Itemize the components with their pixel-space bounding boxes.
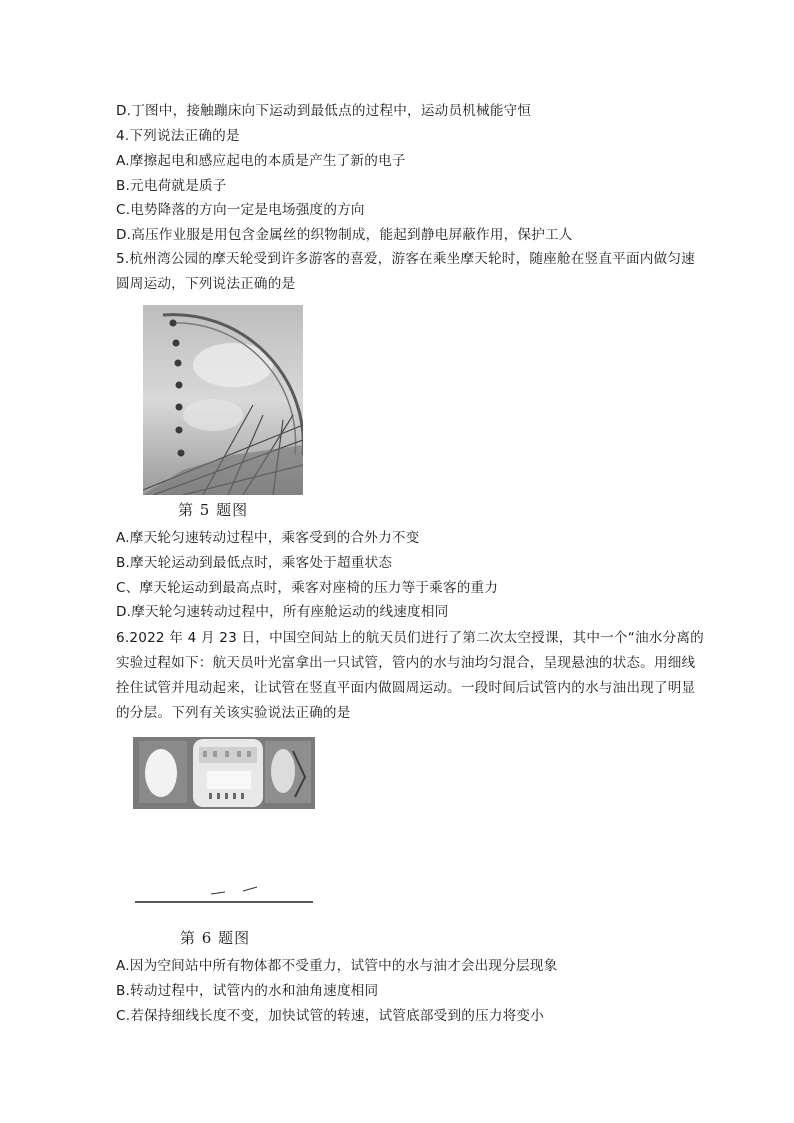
q5-option-d: D.摩天轮匀速转动过程中，所有座舱运动的线速度相同	[116, 604, 449, 620]
q6-figure-caption: 第 6 题图	[180, 929, 251, 947]
q4-option-c: C.电势降落的方向一定是电场强度的方向	[116, 202, 365, 218]
q5-option-c: C、摩天轮运动到最高点时，乘客对座椅的压力等于乘客的重力	[116, 580, 499, 596]
q6-stem-line1: 6.2022 年 4 月 23 日，中国空间站上的航天员们进行了第二次太空授课，其中一个“油水分离的	[116, 630, 704, 646]
q5-option-a: A.摩天轮匀速转动过程中，乘客受到的合外力不变	[116, 530, 420, 546]
q5-stem-line1: 5.杭州湾公园的摩天轮受到许多游客的喜爱，游客在乘坐摩天轮时，随座舱在竖直平面内做匀速	[116, 251, 695, 267]
q4-option-d: D.高压作业服是用包含金属丝的织物制成，能起到静电屏蔽作用，保护工人	[116, 227, 573, 243]
q6-test-tube-photo	[133, 737, 315, 912]
q6-option-c: C.若保持细线长度不变，加快试管的转速，试管底部受到的压力将变小	[116, 1008, 545, 1024]
q6-option-a: A.因为空间站中所有物体都不受重力，试管中的水与油才会出现分层现象	[116, 958, 558, 974]
q5-stem-line2: 圆周运动，下列说法正确的是	[116, 276, 296, 292]
q3-option-d: D.丁图中，接触蹦床向下运动到最低点的过程中，运动员机械能守恒	[116, 103, 532, 119]
q6-stem-line3: 拴住试管并甩动起来，让试管在竖直平面内做圆周运动。一段时间后试管内的水与油出现了明显	[116, 680, 696, 696]
q5-ferris-wheel-photo	[143, 305, 303, 495]
q5-option-b: B.摩天轮运动到最低点时，乘客处于超重状态	[116, 555, 393, 571]
q4-option-a: A.摩擦起电和感应起电的本质是产生了新的电子	[116, 153, 406, 169]
q5-figure-caption: 第 5 题图	[178, 501, 249, 519]
q6-stem-line2: 实验过程如下：航天员叶光富拿出一只试管，管内的水与油均匀混合，呈现悬浊的状态。用细线	[116, 655, 696, 671]
q6-stem-line4: 的分层。下列有关该实验说法正确的是	[116, 705, 351, 721]
q4-stem: 4.下列说法正确的是	[116, 128, 240, 144]
q6-option-b: B.转动过程中，试管内的水和油角速度相同	[116, 983, 379, 999]
q4-option-b: B.元电荷就是质子	[116, 178, 227, 194]
